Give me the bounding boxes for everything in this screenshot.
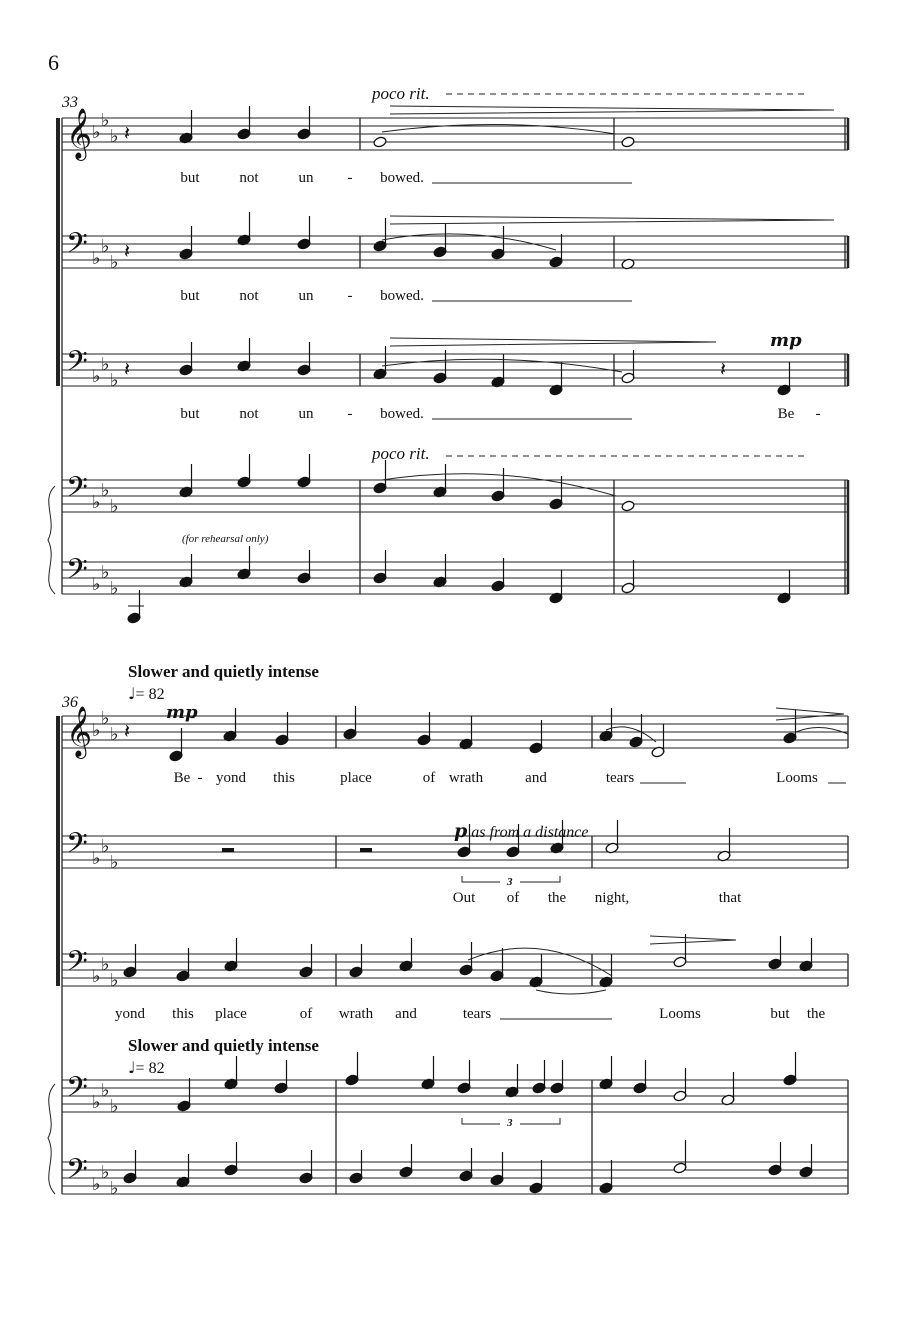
piano-metronome-mark: ♩= 82 <box>128 1058 165 1077</box>
lyric: yond <box>115 1006 145 1022</box>
lyric: but <box>180 288 200 304</box>
triplet-number: 3 <box>507 876 513 888</box>
lyric: but <box>180 406 200 422</box>
lyric: night, <box>594 890 630 906</box>
lyric: Out <box>452 890 476 906</box>
distance-expression: as from a distance <box>471 824 589 841</box>
dynamic-mp: mp <box>166 702 198 723</box>
flat-sign: ♭ <box>92 492 101 513</box>
flat-sign: ♭ <box>110 370 119 391</box>
slur <box>796 727 848 734</box>
rehearsal-note: (for rehearsal only) <box>182 533 269 545</box>
bass-clef: 𝄢 <box>66 945 88 985</box>
half-rest <box>360 848 372 852</box>
bass-clef: 𝄢 <box>66 1153 88 1193</box>
poco-rit-marking-piano: poco rit. <box>372 444 430 463</box>
lyric: tears <box>605 770 635 786</box>
flat-sign: ♭ <box>92 122 101 143</box>
piano-metronome-value: = 82 <box>135 1060 165 1077</box>
dynamic-p: p <box>454 820 468 842</box>
flat-sign: ♭ <box>101 480 110 501</box>
flat-sign: ♭ <box>110 970 119 991</box>
quarter-rest: 𝄽 <box>720 357 727 381</box>
lyric: not <box>239 170 259 186</box>
flat-sign: ♭ <box>92 1174 101 1195</box>
flat-sign: ♭ <box>92 366 101 387</box>
lyric: tears <box>462 1006 492 1022</box>
flat-sign: ♭ <box>101 708 110 729</box>
lyric: - <box>347 170 353 186</box>
lyric: yond <box>216 770 246 786</box>
lyric: but <box>770 1006 790 1022</box>
page-number: 6 <box>48 50 59 75</box>
lyric: - <box>197 770 203 786</box>
flat-sign: ♭ <box>101 1162 110 1183</box>
notes <box>123 106 813 1194</box>
lyric: but <box>180 170 200 186</box>
lyric: un <box>298 406 314 422</box>
bass-clef: 𝄢 <box>66 471 88 511</box>
lyric: that <box>718 890 742 906</box>
hairpin <box>650 936 736 944</box>
lyric: the <box>547 890 567 906</box>
treble-clef: 𝄞 <box>66 706 93 757</box>
quarter-rest: 𝄽 <box>124 357 131 381</box>
lyric: bowed. <box>380 170 424 186</box>
lyric: not <box>239 288 259 304</box>
tempo-title: Slower and quietly intense <box>128 662 319 681</box>
flat-sign: ♭ <box>110 1178 119 1199</box>
lyric: Looms <box>776 770 818 786</box>
metronome-mark: ♩= 82 <box>128 684 165 703</box>
treble-clef: 𝄞 <box>66 108 93 159</box>
flat-sign: ♭ <box>101 1080 110 1101</box>
flat-sign: ♭ <box>101 954 110 975</box>
whole-rest <box>222 848 234 852</box>
flat-sign: ♭ <box>92 966 101 987</box>
quarter-rest: 𝄽 <box>124 719 131 743</box>
lyric: - <box>815 406 821 422</box>
flat-sign: ♭ <box>110 126 119 147</box>
bass-clef: 𝄢 <box>66 1071 88 1111</box>
quarter-rest: 𝄽 <box>124 239 131 263</box>
lyric: Be <box>777 406 795 422</box>
lyric: un <box>298 288 314 304</box>
bass-clef: 𝄢 <box>66 827 88 867</box>
lyric: Looms <box>659 1006 701 1022</box>
bass-clef: 𝄢 <box>66 345 88 385</box>
lyric: wrath <box>448 770 484 786</box>
flat-sign: ♭ <box>110 578 119 599</box>
hairpin <box>390 338 716 346</box>
metronome-value: = 82 <box>135 686 165 703</box>
lyric: - <box>347 406 353 422</box>
flat-sign: ♭ <box>92 574 101 595</box>
quarter-rest: 𝄽 <box>124 121 131 145</box>
flat-sign: ♭ <box>92 1092 101 1113</box>
lyric: bowed. <box>380 406 424 422</box>
hairpin <box>390 216 834 224</box>
flat-sign: ♭ <box>101 562 110 583</box>
flat-sign: ♭ <box>92 848 101 869</box>
flat-sign: ♭ <box>101 836 110 857</box>
staff-lines <box>62 118 848 1194</box>
lyric: - <box>347 288 353 304</box>
lyric: this <box>273 770 295 786</box>
notehead <box>373 136 387 148</box>
lyric: of <box>299 1006 313 1022</box>
hairpin <box>390 106 834 114</box>
flat-sign: ♭ <box>110 852 119 873</box>
notehead <box>621 136 635 148</box>
lyric: the <box>806 1006 826 1022</box>
piano-brace <box>48 1084 55 1194</box>
barlines <box>58 118 848 1194</box>
piano-brace <box>48 486 55 594</box>
bass-clef: 𝄢 <box>66 553 88 593</box>
lyric: place <box>340 770 372 786</box>
lyric: and <box>525 770 547 786</box>
lyric: Be <box>173 770 191 786</box>
lyric: place <box>215 1006 247 1022</box>
hairpin <box>776 708 844 720</box>
lyric: bowed. <box>380 288 424 304</box>
flat-sign: ♭ <box>110 252 119 273</box>
dynamic-mp: mp <box>770 330 802 351</box>
slurs-hairpins <box>48 94 848 1194</box>
bass-clef: 𝄢 <box>66 227 88 267</box>
flat-sign: ♭ <box>110 724 119 745</box>
flat-sign: ♭ <box>110 496 119 517</box>
poco-rit-marking: poco rit. <box>372 84 430 103</box>
lyric: of <box>422 770 436 786</box>
piano-triplet-number: 3 <box>507 1117 513 1129</box>
flat-sign: ♭ <box>92 248 101 269</box>
lyric: not <box>239 406 259 422</box>
lyric: of <box>506 890 520 906</box>
lyric: un <box>298 170 314 186</box>
lyric: and <box>395 1006 417 1022</box>
piano-tempo-title: Slower and quietly intense <box>128 1036 319 1055</box>
dynamic-p-expression <box>454 820 588 842</box>
flat-sign: ♭ <box>101 236 110 257</box>
notehead <box>621 500 635 512</box>
flat-sign: ♭ <box>101 354 110 375</box>
flat-sign: ♭ <box>92 720 101 741</box>
tie <box>536 990 606 994</box>
flat-sign: ♭ <box>110 1096 119 1117</box>
lyric: this <box>172 1006 194 1022</box>
flat-sign: ♭ <box>101 110 110 131</box>
measure-number-33: 33 <box>62 94 78 111</box>
measure-number-36: 36 <box>62 694 78 711</box>
lyric: wrath <box>338 1006 374 1022</box>
